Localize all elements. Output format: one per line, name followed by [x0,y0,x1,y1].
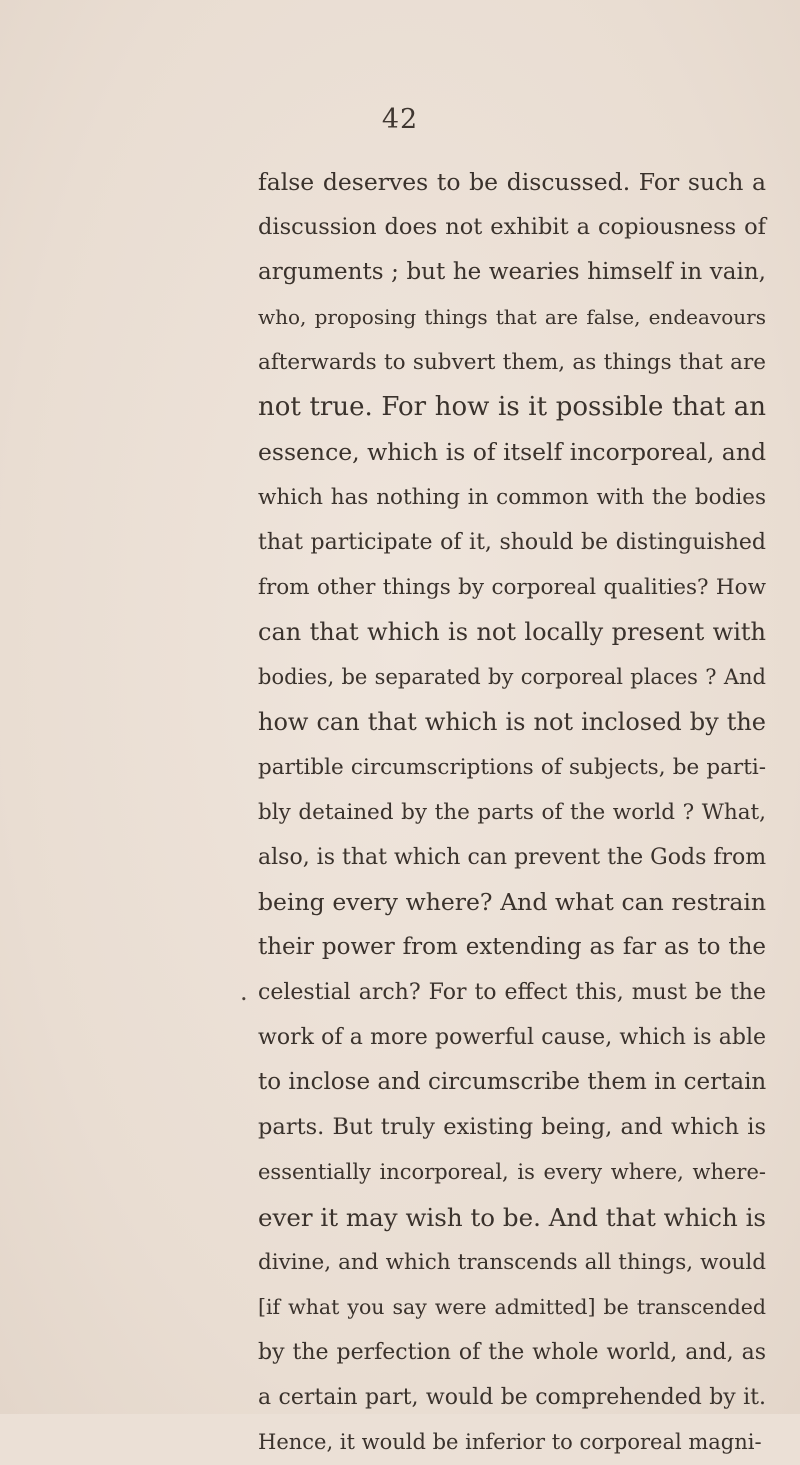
page-number: 42 [381,104,419,135]
text-line: essentially incorporeal, is every where, where- [258,1160,766,1184]
body-text [258,160,766,1465]
text-line: afterwards to subvert them, as things that are [258,350,766,375]
text-line: not true. For how is it possible that an [258,392,766,422]
text-line: how can that which is not inclosed by the [258,708,766,736]
margin-mark: . [240,978,248,1006]
text-line: parts. But truly existing being, and which is [258,1114,766,1140]
text-line: bly detained by the parts of the world ? What, [258,800,766,825]
text-line: who, proposing things that are false, endeavours [258,305,766,329]
text-line: divine, and which transcends all things, would [258,1250,766,1275]
text-line: also, is that which can prevent the Gods from [258,845,767,870]
text-line: [if what you say were admitted] be transcended [258,1295,766,1319]
text-line: discussion does not exhibit a copiousness of [258,214,766,240]
text-line: ever it may wish to be. And that which is [258,1203,766,1232]
text-line: arguments ; but he wearies himself in vain, [258,259,766,285]
text-line: their power from extending as far as to the [258,934,766,960]
text-line: work of a more powerful cause, which is able [258,1025,766,1050]
text-line: being every where? And what can restrain [258,888,766,916]
text-line: Hence, it would be inferior to corporeal magni- [258,1430,762,1454]
text-line: a certain part, would be comprehended by it. [258,1385,766,1410]
text-line: by the perfection of the whole world, and, as [258,1340,766,1365]
text-line: that participate of it, should be distinguished [258,530,766,555]
text-line: partible circumscriptions of subjects, be parti- [258,755,766,780]
text-line: celestial arch? For to effect this, must be the [258,980,766,1005]
text-line: essence, which is of itself incorporeal, and [258,438,766,466]
text-line: to inclose and circumscribe them in certain [258,1069,767,1095]
text-line: can that which is not locally present with [258,618,766,646]
text-line: bodies, be separated by corporeal places ? And [258,665,766,689]
text-line: false deserves to be discussed. For such a [258,168,766,196]
text-line: which has nothing in common with the bodies [258,485,766,510]
text-line: from other things by corporeal qualities? How [258,575,766,600]
